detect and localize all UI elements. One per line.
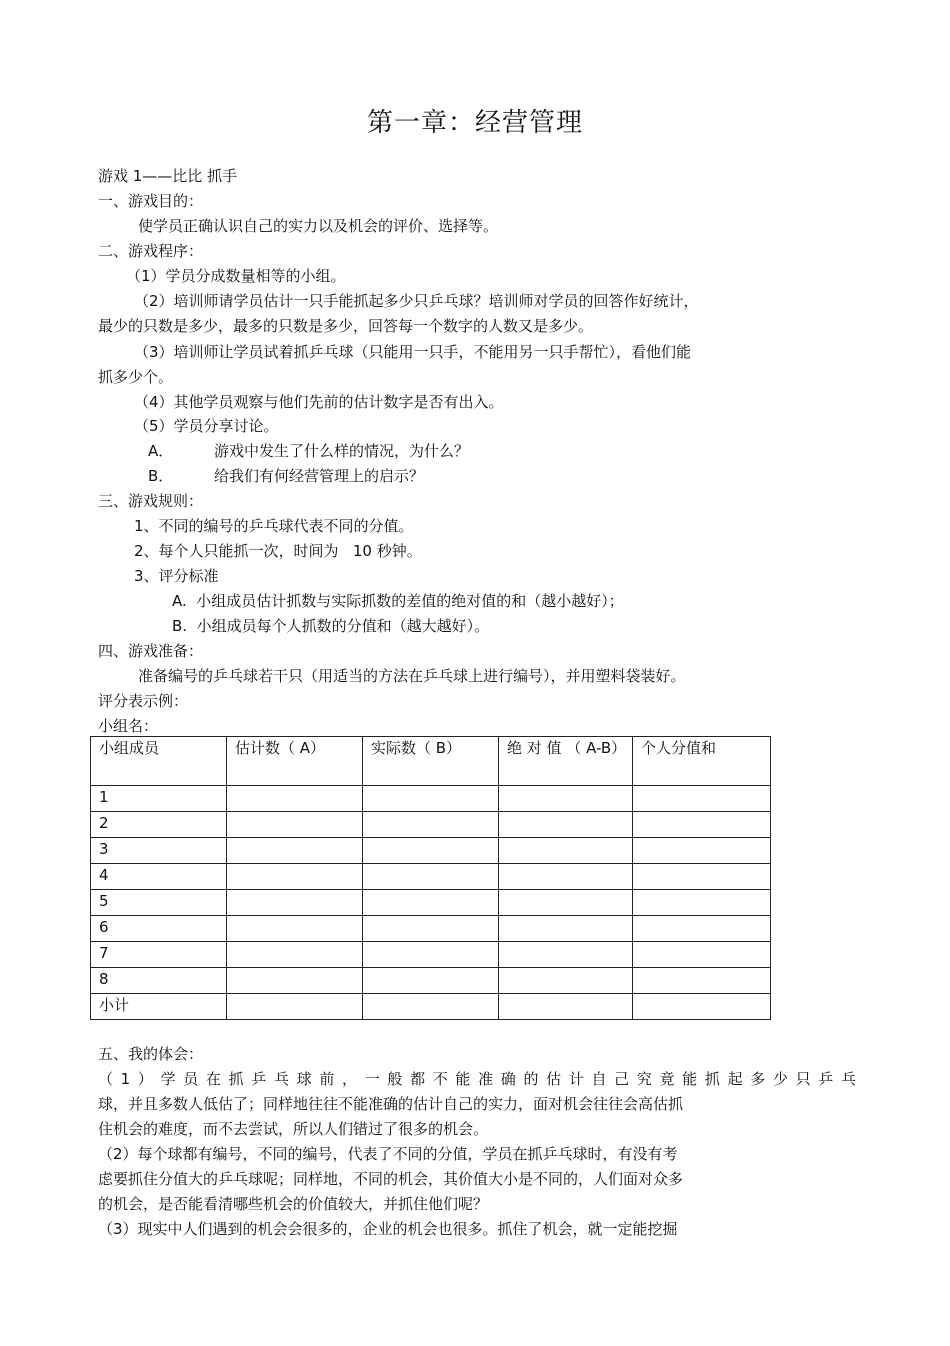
reflection-3-line-1: （3）现实中人们遇到的机会会很多的，企业的机会也很多。抓住了机会，就一定能挖掘 <box>98 1220 678 1238</box>
table-cell <box>363 916 499 942</box>
scoring-criterion-a: A. 小组成员估计抓数与实际抓数的差值的绝对值的和（越小越好）； <box>172 592 624 610</box>
reflection-1-line-1: （1）学员在抓乒乓球前，一般都不能准确的估计自己究竟能抓起多少只乒乓 <box>98 1070 856 1088</box>
section-4-text: 准备编号的乒乓球若干只（用适当的方法在乒乓球上进行编号），并用塑料袋装好。 <box>138 667 686 685</box>
table-cell <box>633 838 771 864</box>
table-cell <box>633 994 771 1020</box>
page-title: 第一章：经营管理 <box>366 108 583 138</box>
table-row <box>91 864 771 890</box>
table-cell <box>363 812 499 838</box>
table-cell <box>363 942 499 968</box>
table-cell <box>499 942 633 968</box>
table-cell <box>227 786 363 812</box>
table-cell <box>227 968 363 994</box>
procedure-step-2-line-1: （2）培训师请学员估计一只手能抓起多少只乒乓球？培训师对学员的回答作好统计， <box>134 292 699 310</box>
question-a-text: 游戏中发生了什么样的情况，为什么？ <box>214 442 470 460</box>
table-cell <box>227 812 363 838</box>
table-row <box>91 838 771 864</box>
procedure-step-5: （5）学员分享讨论。 <box>134 417 279 435</box>
row-label: 8 <box>91 968 227 994</box>
table-cell <box>227 942 363 968</box>
table-cell <box>633 916 771 942</box>
question-b-label: B． <box>148 467 174 485</box>
question-b-text: 给我们有何经营管理上的启示？ <box>214 467 425 485</box>
table-cell <box>499 786 633 812</box>
score-table-header-row <box>91 737 771 786</box>
table-cell <box>227 994 363 1020</box>
procedure-step-4: （4）其他学员观察与他们先前的估计数字是否有出入。 <box>134 393 504 411</box>
procedure-step-3-line-2: 抓多少个。 <box>98 368 174 386</box>
header-absolute: 绝 对 值 （ A-B） <box>499 737 633 786</box>
table-cell <box>633 864 771 890</box>
header-actual: 实际数（ B） <box>363 737 499 786</box>
row-label: 3 <box>91 838 227 864</box>
row-label: 7 <box>91 942 227 968</box>
table-row <box>91 786 771 812</box>
table-cell <box>499 838 633 864</box>
table-cell <box>227 864 363 890</box>
table-row <box>91 942 771 968</box>
table-cell <box>227 838 363 864</box>
procedure-step-3-line-1: （3）培训师让学员试着抓乒乓球（只能用一只手，不能用另一只手帮忙），看他们能 <box>134 343 692 361</box>
section-1-text: 使学员正确认识自己的实力以及机会的评价、选择等。 <box>138 217 499 235</box>
header-member: 小组成员 <box>91 737 227 786</box>
table-row <box>91 890 771 916</box>
table-cell <box>363 838 499 864</box>
table-cell <box>499 864 633 890</box>
table-cell <box>363 968 499 994</box>
table-cell <box>499 968 633 994</box>
table-caption: 评分表示例： <box>98 692 189 710</box>
group-name-label: 小组名： <box>98 717 159 735</box>
table-row <box>91 916 771 942</box>
row-label: 6 <box>91 916 227 942</box>
table-cell <box>633 968 771 994</box>
row-label: 4 <box>91 864 227 890</box>
table-cell <box>363 864 499 890</box>
reflection-2-line-1: （2）每个球都有编号，不同的编号，代表了不同的分值，学员在抓乒乓球时，有没有考 <box>98 1145 678 1163</box>
rule-2: 2、每个人只能抓一次，时间为 10 秒钟。 <box>134 542 422 560</box>
table-cell <box>633 786 771 812</box>
procedure-step-2-line-2: 最少的只数是多少，最多的只数是多少，回答每一个数字的人数又是多少。 <box>98 317 594 335</box>
table-cell <box>363 994 499 1020</box>
table-cell <box>363 890 499 916</box>
game-title: 游戏 1——比比 抓手 <box>98 167 238 185</box>
section-2-heading: 二、游戏程序： <box>98 242 204 260</box>
section-1-heading: 一、游戏目的： <box>98 192 204 210</box>
scoring-criterion-b: B. 小组成员每个人抓数的分值和（越大越好）。 <box>172 617 490 635</box>
table-row <box>91 812 771 838</box>
reflection-1-line-2: 球，并且多数人低估了；同样地往往不能准确的估计自己的实力，面对机会往往会高估抓 <box>98 1095 684 1113</box>
score-table <box>90 736 771 1020</box>
table-cell <box>499 994 633 1020</box>
row-label: 小计 <box>91 994 227 1020</box>
table-cell <box>363 786 499 812</box>
table-cell <box>499 916 633 942</box>
section-3-heading: 三、游戏规则： <box>98 492 204 510</box>
reflection-2-line-3: 的机会，是否能看清哪些机会的价值较大，并抓住他们呢？ <box>98 1195 489 1213</box>
reflection-1-line-3: 住机会的难度，而不去尝试，所以人们错过了很多的机会。 <box>98 1120 489 1138</box>
header-estimate: 估计数（ A） <box>227 737 363 786</box>
row-label: 2 <box>91 812 227 838</box>
row-label: 1 <box>91 786 227 812</box>
header-score-sum: 个人分值和 <box>633 737 771 786</box>
table-cell <box>633 812 771 838</box>
procedure-step-1: （1）学员分成数量相等的小组。 <box>126 267 346 285</box>
table-cell <box>227 890 363 916</box>
rule-3: 3、评分标准 <box>134 567 219 585</box>
row-label: 5 <box>91 890 227 916</box>
rule-1: 1、不同的编号的乒乓球代表不同的分值。 <box>134 517 414 535</box>
section-4-heading: 四、游戏准备： <box>98 642 204 660</box>
table-cell <box>633 942 771 968</box>
table-cell <box>499 812 633 838</box>
table-cell <box>499 890 633 916</box>
section-5-heading: 五、我的体会： <box>98 1045 204 1063</box>
table-row <box>91 968 771 994</box>
question-a-label: A． <box>148 442 174 460</box>
table-row-subtotal <box>91 994 771 1020</box>
table-cell <box>633 890 771 916</box>
table-cell <box>227 916 363 942</box>
reflection-2-line-2: 虑要抓住分值大的乒乓球呢；同样地，不同的机会，其价值大小是不同的，人们面对众多 <box>98 1170 684 1188</box>
